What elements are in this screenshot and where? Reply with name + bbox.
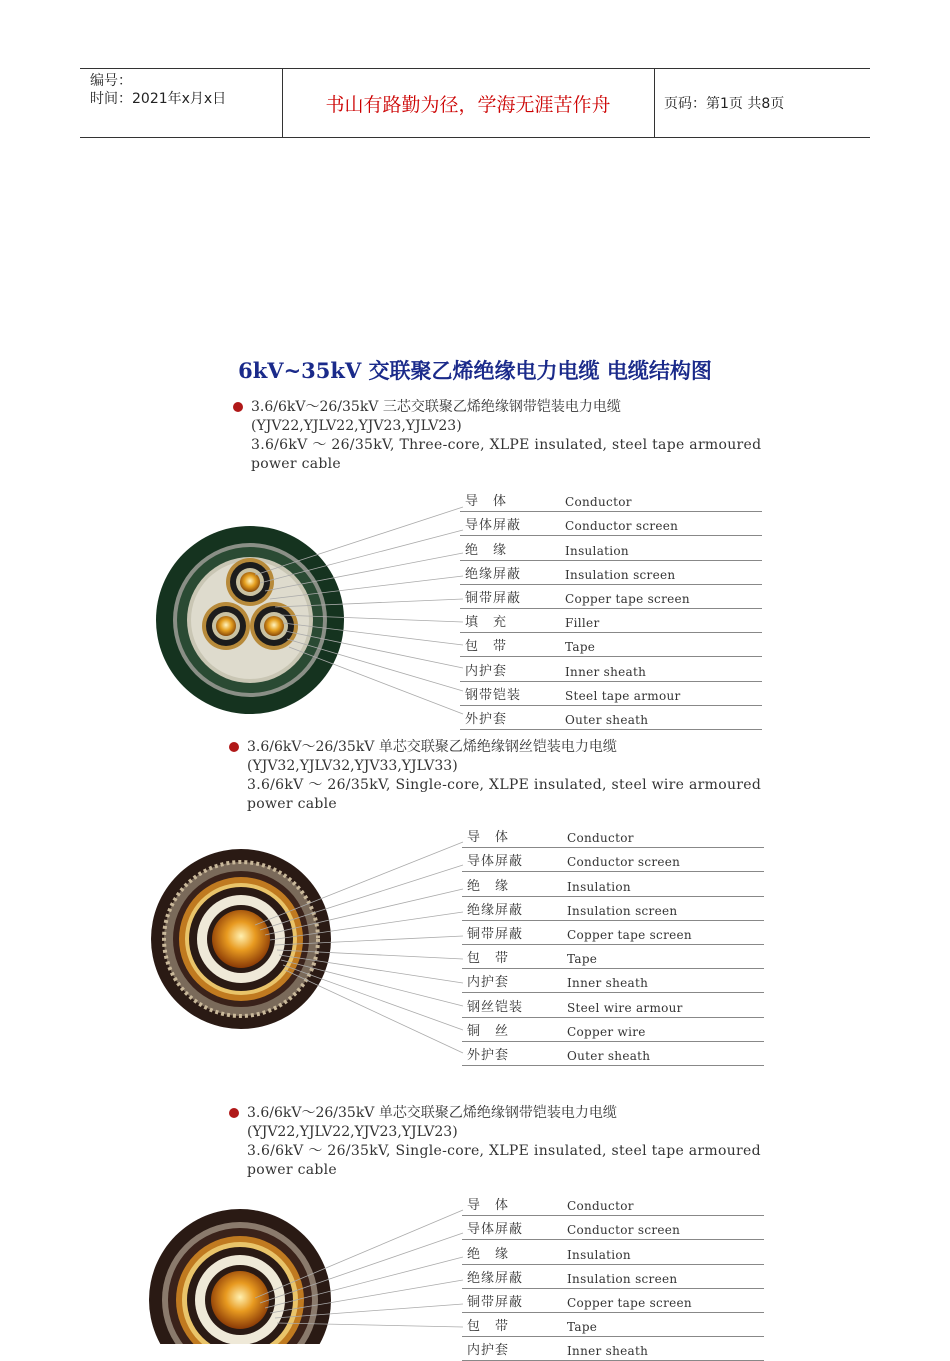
header-left-cell	[90, 72, 226, 108]
parts-list	[462, 1192, 764, 1361]
part-zh: 导 体	[467, 830, 510, 846]
part-en: Conductor	[565, 495, 632, 510]
part-en: Copper tape screen	[567, 1295, 692, 1310]
section-heading	[229, 1104, 761, 1180]
part-row	[462, 1240, 764, 1264]
part-row	[462, 945, 764, 969]
part-en: Copper wire	[567, 1024, 646, 1039]
part-en: Conductor screen	[565, 519, 679, 534]
part-row	[462, 993, 764, 1017]
part-zh: 铜带屏蔽	[467, 1294, 524, 1310]
header-divider	[654, 69, 655, 137]
heading-en-2: power cable	[251, 456, 342, 472]
time-label: 时间：2021年x月x日	[90, 91, 227, 107]
document-header	[80, 68, 870, 138]
part-en: Insulation screen	[567, 903, 678, 918]
part-row	[462, 848, 764, 872]
heading-zh: 3.6/6kV～26/35kV 三芯交联聚乙烯绝缘钢带铠装电力电缆	[251, 399, 621, 415]
part-en: Insulation	[565, 543, 629, 558]
part-zh: 内护套	[467, 975, 510, 991]
leader-lines	[255, 830, 465, 1060]
part-row	[462, 969, 764, 993]
part-en: Tape	[565, 640, 596, 655]
page-info: 页码：第1页 共8页	[664, 96, 785, 112]
part-row	[460, 512, 762, 536]
part-zh: 绝缘屏蔽	[467, 902, 524, 918]
part-row	[462, 1289, 764, 1313]
part-row	[462, 872, 764, 896]
heading-models: (YJV22,YJLV22,YJV23,YJLV23)	[247, 1124, 458, 1140]
part-en: Insulation	[567, 1247, 631, 1262]
part-zh: 绝缘屏蔽	[467, 1270, 524, 1286]
part-row	[460, 706, 762, 730]
part-zh: 外护套	[467, 1047, 510, 1063]
part-row	[460, 609, 762, 633]
part-zh: 绝 缘	[467, 878, 510, 894]
part-row	[462, 1265, 764, 1289]
part-en: Inner sheath	[567, 976, 649, 991]
part-zh: 包 带	[467, 951, 510, 967]
part-row	[462, 1018, 764, 1042]
part-zh: 导 体	[467, 1198, 510, 1214]
part-en: Tape	[567, 952, 598, 967]
part-en: Conductor screen	[567, 855, 681, 870]
part-row	[462, 897, 764, 921]
part-zh: 导体屏蔽	[465, 518, 522, 534]
parts-list	[462, 824, 764, 1066]
part-en: Steel tape armour	[565, 688, 681, 703]
part-en: Insulation screen	[565, 567, 676, 582]
heading-en-2: power cable	[247, 1162, 338, 1178]
part-en: Conductor	[567, 1199, 634, 1214]
number-label: 编号：	[90, 73, 132, 89]
part-en: Conductor	[567, 831, 634, 846]
part-row	[462, 1042, 764, 1066]
part-row	[460, 633, 762, 657]
part-zh: 绝缘屏蔽	[465, 566, 522, 582]
part-zh: 铜带屏蔽	[467, 926, 524, 942]
part-zh: 导体屏蔽	[467, 854, 524, 870]
part-en: Filler	[565, 616, 600, 631]
part-en: Inner sheath	[567, 1344, 649, 1359]
part-zh: 外护套	[465, 711, 508, 727]
section-heading	[229, 738, 761, 814]
leader-lines	[255, 495, 465, 725]
part-zh: 铜带屏蔽	[465, 590, 522, 606]
part-zh: 绝 缘	[465, 542, 508, 558]
heading-zh: 3.6/6kV～26/35kV 单芯交联聚乙烯绝缘钢丝铠装电力电缆	[247, 739, 617, 755]
part-en: Conductor screen	[567, 1223, 681, 1238]
part-zh: 铜 丝	[467, 1023, 510, 1039]
part-en: Tape	[567, 1320, 598, 1335]
part-zh: 填 充	[465, 615, 508, 631]
heading-models: (YJV32,YJLV32,YJV33,YJLV33)	[247, 758, 458, 774]
part-zh: 包 带	[465, 639, 508, 655]
part-en: Outer sheath	[567, 1048, 651, 1063]
part-zh: 导 体	[465, 494, 508, 510]
page-title: 6kV~35kV 交联聚乙烯绝缘电力电缆 电缆结构图	[238, 358, 712, 383]
part-zh: 钢丝铠装	[467, 999, 524, 1015]
heading-models: (YJV22,YJLV22,YJV23,YJLV23)	[251, 418, 462, 434]
part-en: Steel wire armour	[567, 1000, 683, 1015]
part-row	[460, 561, 762, 585]
heading-zh: 3.6/6kV～26/35kV 单芯交联聚乙烯绝缘钢带铠装电力电缆	[247, 1105, 617, 1121]
part-row	[460, 657, 762, 681]
part-zh: 内护套	[467, 1343, 510, 1359]
part-row	[462, 921, 764, 945]
leader-lines	[255, 1198, 465, 1344]
part-zh: 绝 缘	[467, 1246, 510, 1262]
part-zh: 内护套	[465, 663, 508, 679]
part-en: Insulation screen	[567, 1271, 678, 1286]
part-row	[460, 682, 762, 706]
part-row	[460, 536, 762, 560]
section-heading	[233, 398, 761, 474]
parts-list	[460, 488, 762, 730]
header-motto: 书山有路勤为径，学海无涯苦作舟	[325, 93, 611, 116]
heading-en: 3.6/6kV ～ 26/35kV, Single-core, XLPE insulated, steel tape armoured	[247, 1143, 761, 1159]
part-row	[462, 1216, 764, 1240]
part-en: Copper tape screen	[565, 591, 690, 606]
part-zh: 包 带	[467, 1319, 510, 1335]
part-row	[462, 1337, 764, 1361]
part-zh: 钢带铠装	[465, 687, 522, 703]
bullet-icon	[233, 402, 243, 412]
part-en: Outer sheath	[565, 712, 649, 727]
heading-en: 3.6/6kV ～ 26/35kV, Three-core, XLPE insulated, steel tape armoured	[251, 437, 762, 453]
part-row	[460, 488, 762, 512]
part-row	[462, 1313, 764, 1337]
part-row	[462, 1192, 764, 1216]
part-en: Copper tape screen	[567, 927, 692, 942]
part-row	[462, 824, 764, 848]
heading-en-2: power cable	[247, 796, 338, 812]
part-en: Inner sheath	[565, 664, 647, 679]
bullet-icon	[229, 1108, 239, 1118]
part-zh: 导体屏蔽	[467, 1222, 524, 1238]
heading-en: 3.6/6kV ～ 26/35kV, Single-core, XLPE insulated, steel wire armoured	[247, 777, 762, 793]
part-en: Insulation	[567, 879, 631, 894]
part-row	[460, 585, 762, 609]
bullet-icon	[229, 742, 239, 752]
